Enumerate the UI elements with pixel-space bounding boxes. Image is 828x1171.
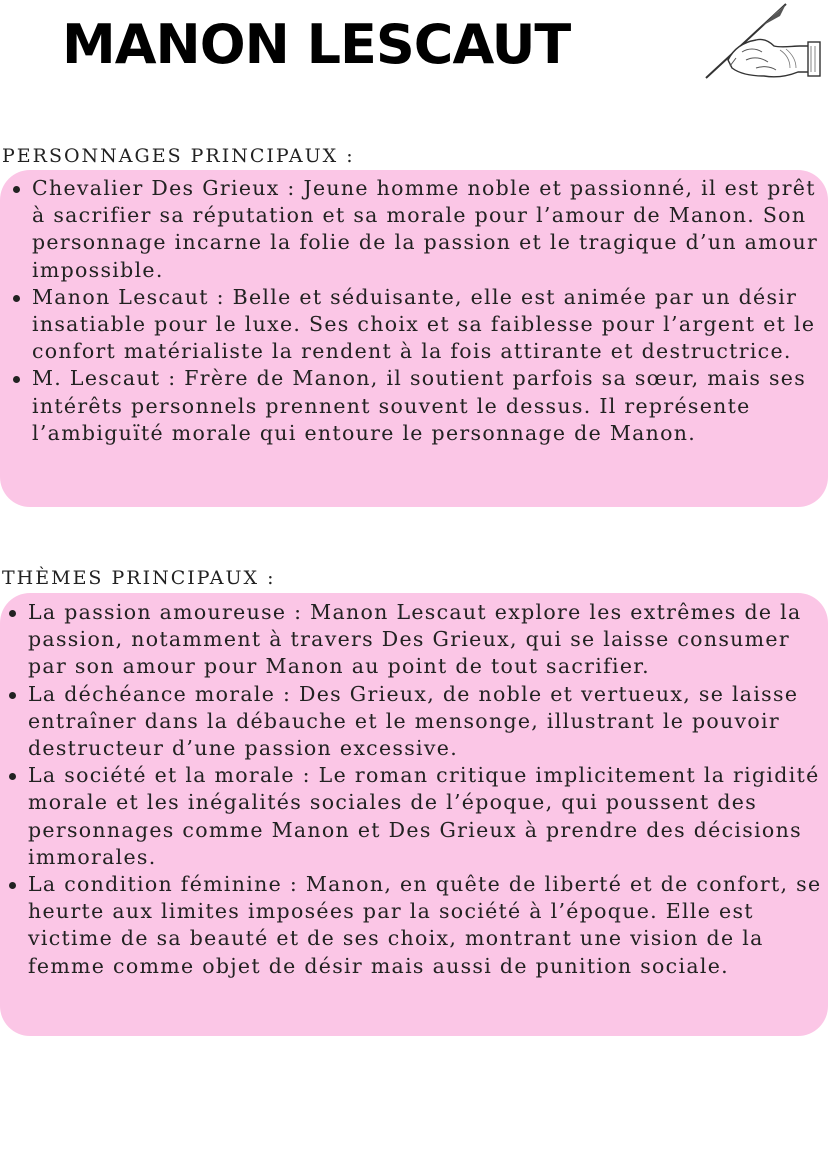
list-item — [5, 762, 822, 871]
section-heading-themes: THÈMES PRINCIPAUX : — [2, 567, 276, 589]
list-item-text: M. Lescaut : Frère de Manon, il soutient parfois sa sœur, mais ses intérêts personnels prennent souvent le dessus. Il représente l’ambiguïté morale qui entoure le personnage de Manon. — [32, 366, 807, 445]
quill-pen-icon — [700, 2, 826, 82]
themes-panel — [0, 593, 828, 1036]
page-title: MANON LESCAUT — [62, 13, 571, 76]
list-item-text: La condition féminine : Manon, en quête de liberté et de confort, se heurte aux limites imposées par la société à l’époque. Elle est victime de sa beauté et de ses choix, montrant une vision de la femme comme objet de désir mais aussi de punition sociale. — [28, 872, 822, 978]
list-item-text: Manon Lescaut : Belle et séduisante, elle est animée par un désir insatiable pour le luxe. Ses choix et sa faiblesse pour l’argent et le confort matérialiste la rendent à la fois attirante et destructrice. — [32, 284, 816, 364]
characters-panel — [0, 170, 828, 507]
list-item — [9, 284, 822, 366]
bullet-icon — [13, 295, 20, 302]
bullet-icon — [13, 376, 20, 383]
list-item-text: La société et la morale : Le roman critique implicitement la rigidité morale et les inégalités sociales de l’époque, qui poussent des personnages comme Manon et Des Grieux à prendre des décisions immorales. — [28, 763, 820, 869]
list-item-text: Chevalier Des Grieux : Jeune homme noble et passionné, il est prêt à sacrifier sa réputation et sa morale pour l’amour de Manon. Son personnage incarne la folie de la passion et le tragique d’un amour impossible. — [32, 176, 819, 282]
bullet-icon — [9, 692, 16, 699]
bullet-icon — [13, 186, 20, 193]
list-item-text: La passion amoureuse : Manon Lescaut explore les extrêmes de la passion, notamment à travers Des Grieux, qui se laisse consumer par son amour pour Manon au point de tout sacrifier. — [28, 600, 802, 679]
list-item — [5, 871, 822, 980]
bullet-icon — [9, 610, 16, 617]
list-item — [9, 175, 822, 284]
list-item — [5, 599, 822, 681]
list-item — [9, 365, 822, 447]
list-item-text: La déchéance morale : Des Grieux, de noble et vertueux, se laisse entraîner dans la débauche et le mensonge, illustrant le pouvoir destructeur d’une passion excessive. — [28, 681, 799, 761]
list-item — [5, 681, 822, 763]
bullet-icon — [9, 882, 16, 889]
bullet-icon — [9, 773, 16, 780]
themes-list — [5, 599, 822, 980]
characters-list — [9, 175, 822, 447]
section-heading-personnages: PERSONNAGES PRINCIPAUX : — [2, 145, 355, 167]
